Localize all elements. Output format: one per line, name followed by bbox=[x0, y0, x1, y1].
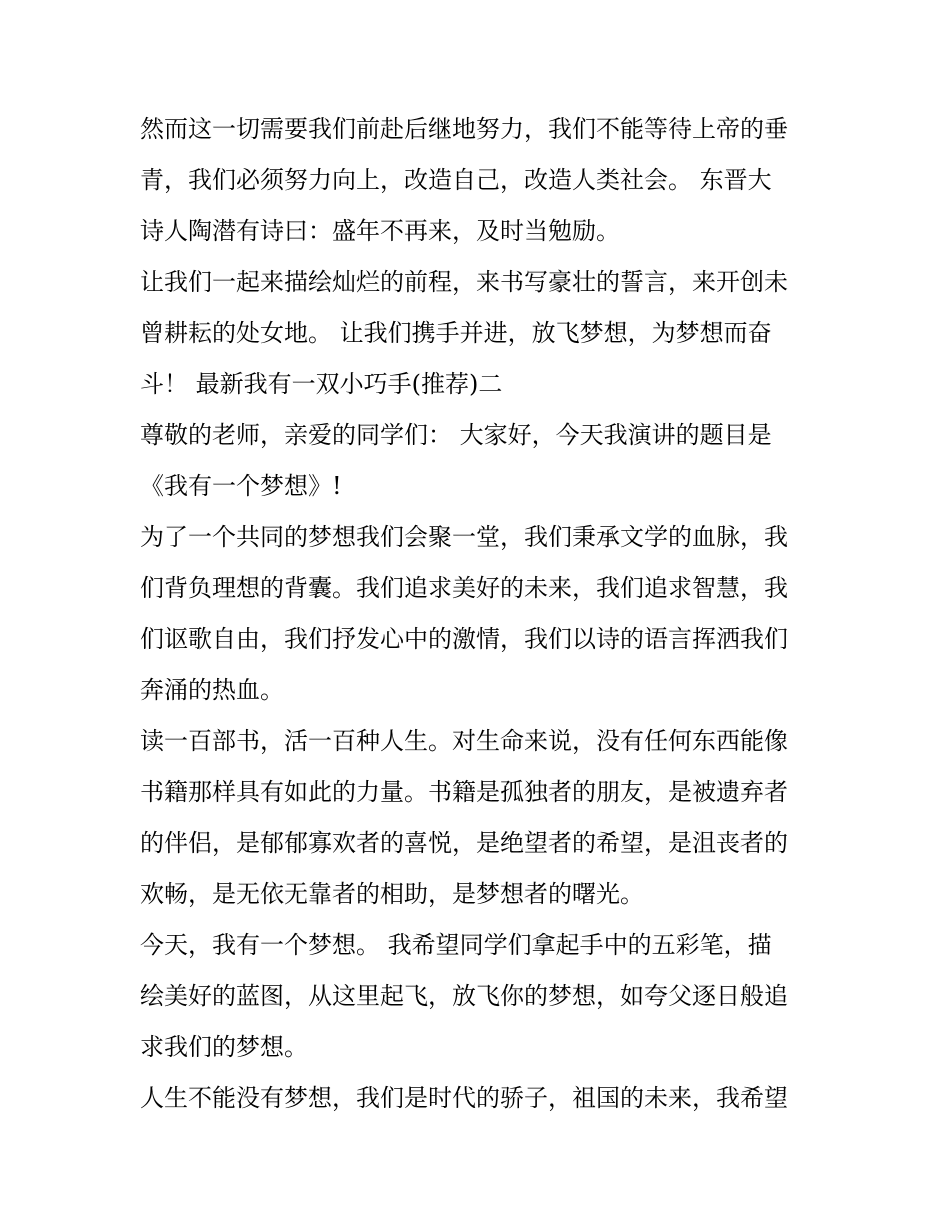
text-line: 然而这一切需要我们前赴后继地努力，我们不能等待上帝的垂 bbox=[140, 115, 788, 143]
body-text bbox=[140, 104, 820, 1124]
text-line: 今天，我有一个梦想。 我希望同学们拿起手中的五彩笔，描 bbox=[140, 931, 772, 959]
text-line: 为了一个共同的梦想我们会聚一堂，我们秉承文学的血脉，我 bbox=[140, 523, 788, 551]
text-line: 诗人陶潜有诗曰：盛年不再来，及时当勉励。 bbox=[140, 217, 620, 245]
text-line: 们讴歌自由，我们抒发心中的激情，我们以诗的语言挥洒我们 bbox=[140, 625, 788, 653]
text-line: 斗！ 最新我有一双小巧手(推荐)二 bbox=[140, 370, 503, 398]
text-line: 的伴侣，是郁郁寡欢者的喜悦，是绝望者的希望，是沮丧者的 bbox=[140, 829, 788, 857]
text-line: 青，我们必须努力向上，改造自己，改造人类社会。 东晋大 bbox=[140, 166, 772, 194]
text-line: 人生不能没有梦想，我们是时代的骄子，祖国的未来，我希望 bbox=[140, 1084, 788, 1112]
text-line: 欢畅，是无依无靠者的相助，是梦想者的曙光。 bbox=[140, 880, 644, 908]
text-line: 绘美好的蓝图，从这里起飞，放飞你的梦想，如夸父逐日般追 bbox=[140, 982, 788, 1010]
text-line: 求我们的梦想。 bbox=[140, 1033, 308, 1061]
text-line: 让我们一起来描绘灿烂的前程，来书写豪壮的誓言，来开创未 bbox=[140, 268, 788, 296]
text-line: 们背负理想的背囊。我们追求美好的未来，我们追求智慧，我 bbox=[140, 574, 788, 602]
text-line: 读一百部书，活一百种人生。对生命来说，没有任何东西能像 bbox=[140, 727, 788, 755]
text-line: 曾耕耘的处女地。 让我们携手并进，放飞梦想，为梦想而奋 bbox=[140, 319, 772, 347]
text-line: 《我有一个梦想》! bbox=[140, 472, 342, 500]
text-line: 尊敬的老师，亲爱的同学们： 大家好，今天我演讲的题目是 bbox=[140, 421, 772, 449]
text-line: 书籍那样具有如此的力量。书籍是孤独者的朋友，是被遗弃者 bbox=[140, 778, 788, 806]
text-line: 奔涌的热血。 bbox=[140, 676, 284, 704]
